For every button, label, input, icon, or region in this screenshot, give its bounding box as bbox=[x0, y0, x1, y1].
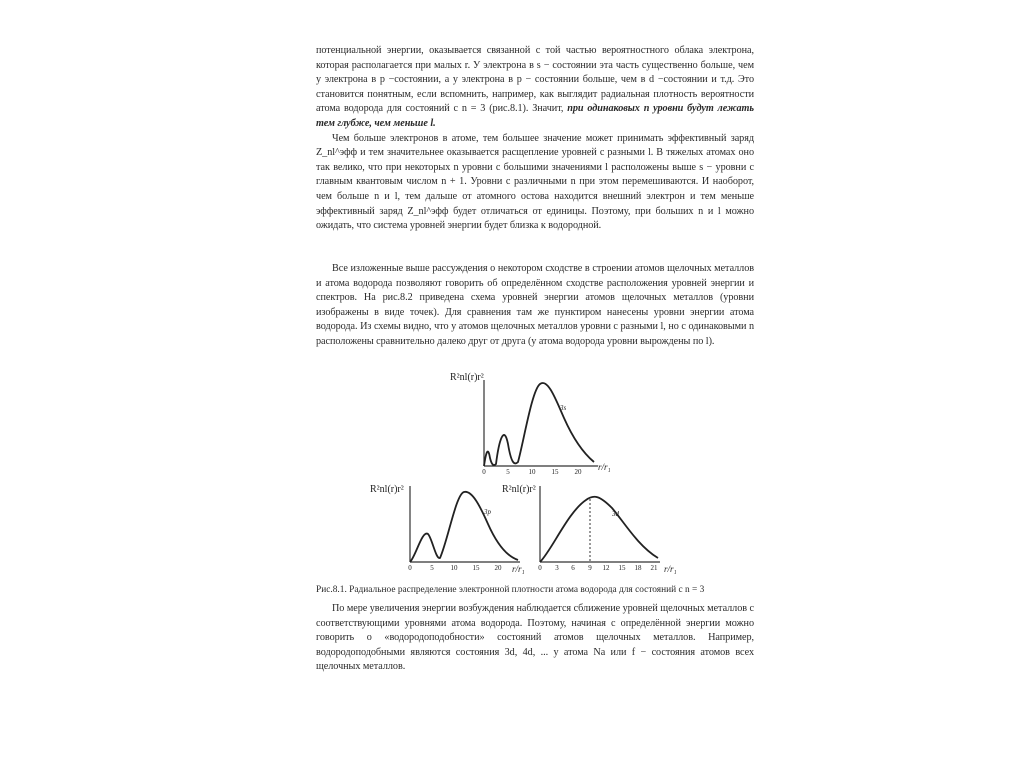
tick-3d: 12 bbox=[602, 564, 610, 572]
paragraph-1-text: потенциальной энергии, оказывается связанной с той частью вероятностного облака электрона, которая располагается при малых r. У электрона в s − состоянии эта часть существенно больше, чем у электрона в p −состоянии, а у электрона в p − состоянии больше, чем в d −состоянии и т.д. Это становится понятным, если вспомнить, например, как выглядит радиальная плотность вероятности атома водорода для состояний с n = 3 (рис.8.1). Значит, bbox=[316, 45, 754, 115]
tick-3d: 15 bbox=[618, 564, 626, 572]
tick-3d: 21 bbox=[650, 564, 658, 572]
tick-3p: 10 bbox=[450, 564, 458, 572]
tick-3p: 5 bbox=[430, 564, 434, 572]
tick-3s: 10 bbox=[528, 468, 536, 476]
plot-3s bbox=[450, 372, 611, 476]
tick-3s: 0 bbox=[482, 468, 486, 476]
xlabel-3d: r/r₁ bbox=[664, 564, 677, 574]
ylabel-3s: R²nl(r)r² bbox=[450, 372, 484, 383]
tick-3d: 3 bbox=[555, 564, 559, 572]
plot-3p bbox=[370, 484, 525, 574]
tick-3d: 18 bbox=[634, 564, 642, 572]
figure-caption: Рис.8.1. Радиальное распределение электронной плотности атома водорода для состояний с n = 3 bbox=[316, 585, 705, 595]
curve-3s bbox=[484, 383, 594, 466]
xlabel-3s: r/r₁ bbox=[598, 462, 611, 472]
curve-label-3d: 3d bbox=[612, 510, 619, 518]
plot-3d bbox=[502, 484, 677, 574]
tick-3s: 15 bbox=[551, 468, 559, 476]
tick-3p: 15 bbox=[472, 564, 480, 572]
ylabel-3p: R²nl(r)r² bbox=[370, 484, 404, 495]
curve-label-3s: 3s bbox=[560, 404, 567, 412]
curve-label-3p: 3p bbox=[484, 508, 491, 516]
tick-3p: 20 bbox=[494, 564, 502, 572]
tick-3d: 0 bbox=[538, 564, 542, 572]
tick-3d: 6 bbox=[571, 564, 575, 572]
paragraph-2: Чем больше электронов в атоме, тем большее значение может принимать эффективный заряд Z_nl^эфф и тем значительнее оказывается расщепление уровней с разными l. В тяжелых атомах оно так велико, что при некоторых n уровни с большими значениями l расположены выше s − уровни с главным квантовым числом n + 1. Уровни с различными n при этом перемешиваются. И наоборот, чем больше n и l, тем дальше от атомного остова находится внешний электрон и тем меньше эффективный заряд Z_nl^эфф будет отличаться от единицы. Поэтому, при больших n и l можно ожидать, что система уровней энергии будет близка к водородной. bbox=[316, 132, 754, 232]
text-column-3 bbox=[316, 602, 754, 675]
tick-3s: 20 bbox=[574, 468, 582, 476]
paragraph-4: По мере увеличения энергии возбуждения наблюдается сближение уровней щелочных металлов с соответствующими уровнями атома водорода. Поэтому, начиная с определённой энергии можно говорить о «водородоподобности» состояний атомов щелочных металлов. Например, водородоподобными являются состояния 3d, 4d, ... у атома Na или f − состояния атомов всех щелочных металлов. bbox=[316, 603, 754, 673]
curve-3d bbox=[540, 497, 658, 562]
xlabel-3p: r/r₁ bbox=[512, 564, 525, 574]
tick-3d: 9 bbox=[588, 564, 592, 572]
ylabel-3d: R²nl(r)r² bbox=[502, 484, 536, 495]
curve-3p bbox=[410, 492, 518, 562]
paragraph-3: Все изложенные выше рассуждения о некотором сходстве в строении атомов щелочных металлов и атома водорода позволяют говорить об определённом сходстве расположения уровней энергии и спектров. На рис.8.2 приведена схема уровней энергии атомов щелочных металлов (уровни изображены в виде точек). Для сравнения там же пунктиром нанесены уровни энергии атома водорода. Из схемы видно, что у атомов щелочных металлов уровни с разными l, но с одинаковыми n расположены сравнительно далеко друг от друга (у атома водорода уровни вырождены по l). bbox=[316, 263, 754, 347]
tick-3p: 0 bbox=[408, 564, 412, 572]
tick-3s: 5 bbox=[506, 468, 510, 476]
paragraph-1-emphasis: при одинаковых n уровни будут лежать тем глубже, чем меньше l. bbox=[316, 103, 754, 129]
